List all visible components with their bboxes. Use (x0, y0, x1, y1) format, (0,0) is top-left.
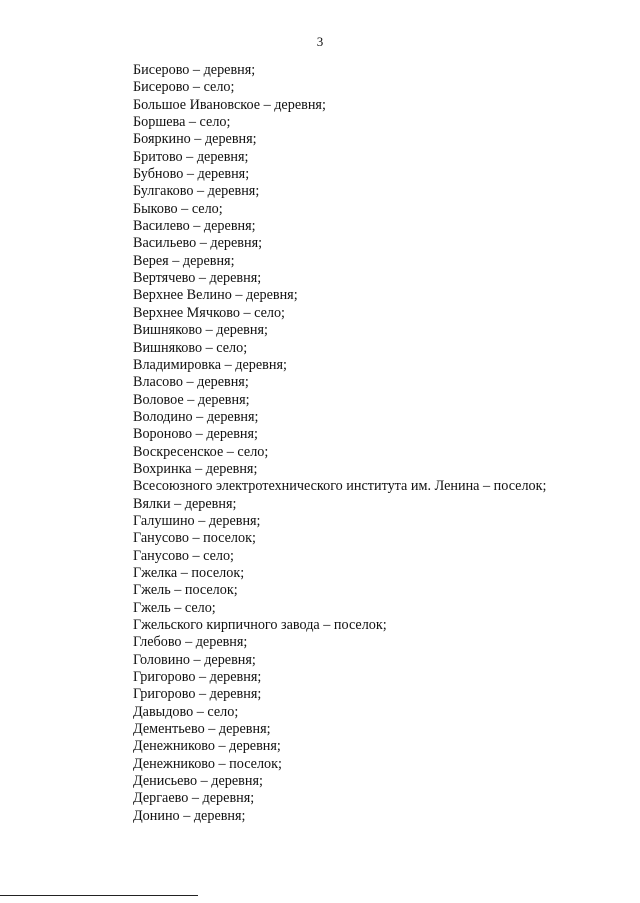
settlement-entry: Вохринка – деревня; (133, 460, 258, 477)
settlement-entry: Глебово – деревня; (133, 634, 248, 651)
settlement-entry: Давыдово – село; (133, 703, 239, 720)
settlement-entry: Василево – деревня; (133, 218, 256, 235)
settlement-entry: Гжельского кирпичного завода – поселок; (133, 617, 387, 633)
settlement-entry: Денисьево – деревня; (133, 773, 263, 790)
page-number: 3 (316, 34, 324, 49)
settlement-entry: Бисерово – деревня; (133, 62, 256, 78)
settlement-entry: Вишняково – деревня; (133, 322, 268, 339)
settlement-entry: Воловое – деревня; (133, 391, 250, 408)
settlement-entry: Дементьево – деревня; (133, 721, 271, 738)
settlement-entry: Вялки – деревня; (133, 495, 237, 512)
settlement-entry: Григорово – деревня; (133, 686, 262, 703)
settlement-entry: Бубново – деревня; (133, 166, 250, 183)
footnote-divider (0, 895, 198, 896)
settlement-entry: Булгаково – деревня; (133, 183, 260, 200)
settlement-entry: Вороново – деревня; (133, 426, 258, 443)
settlement-entry: Ганусово – поселок; (133, 530, 256, 547)
settlement-entry: Большое Ивановское – деревня; (133, 96, 326, 113)
settlement-entry: Денежниково – поселок; (133, 755, 282, 772)
settlement-entry: Гжелка – поселок; (133, 564, 245, 581)
settlement-entry: Быково – село; (133, 200, 223, 217)
settlement-entry: Верхнее Мячково – село; (133, 304, 285, 321)
settlement-entry: Бояркино – деревня; (133, 131, 257, 148)
settlement-entry: Головино – деревня; (133, 651, 256, 668)
settlement-entry: Денежниково – деревня; (133, 738, 281, 755)
settlement-entry: Верхнее Велино – деревня; (133, 287, 298, 304)
settlement-list (133, 62, 613, 825)
settlement-entry: Васильево – деревня; (133, 235, 263, 252)
settlement-entry: Вишняково – село; (133, 339, 248, 356)
settlement-entry: Гжель – поселок; (133, 582, 238, 599)
settlement-entry: Всесоюзного электротехнического института им. Ленина – поселок; (133, 478, 547, 495)
settlement-entry: Ганусово – село; (133, 547, 234, 564)
settlement-entry: Гжель – село; (133, 599, 216, 616)
settlement-entry: Боршева – село; (133, 114, 231, 131)
settlement-entry: Верея – деревня; (133, 252, 235, 269)
settlement-entry: Дергаево – деревня; (133, 790, 255, 807)
settlement-entry: Владимировка – деревня; (133, 356, 287, 373)
settlement-entry: Галушино – деревня; (133, 512, 261, 529)
settlement-entry: Григорово – деревня; (133, 669, 262, 686)
settlement-entry: Бритово – деревня; (133, 148, 249, 165)
settlement-entry: Володино – деревня; (133, 408, 259, 425)
settlement-entry: Бисерово – село; (133, 79, 235, 96)
settlement-entry: Вертячево – деревня; (133, 270, 262, 287)
settlement-entry: Власово – деревня; (133, 374, 249, 391)
settlement-entry: Воскресенское – село; (133, 443, 269, 460)
settlement-entry: Донино – деревня; (133, 807, 246, 824)
